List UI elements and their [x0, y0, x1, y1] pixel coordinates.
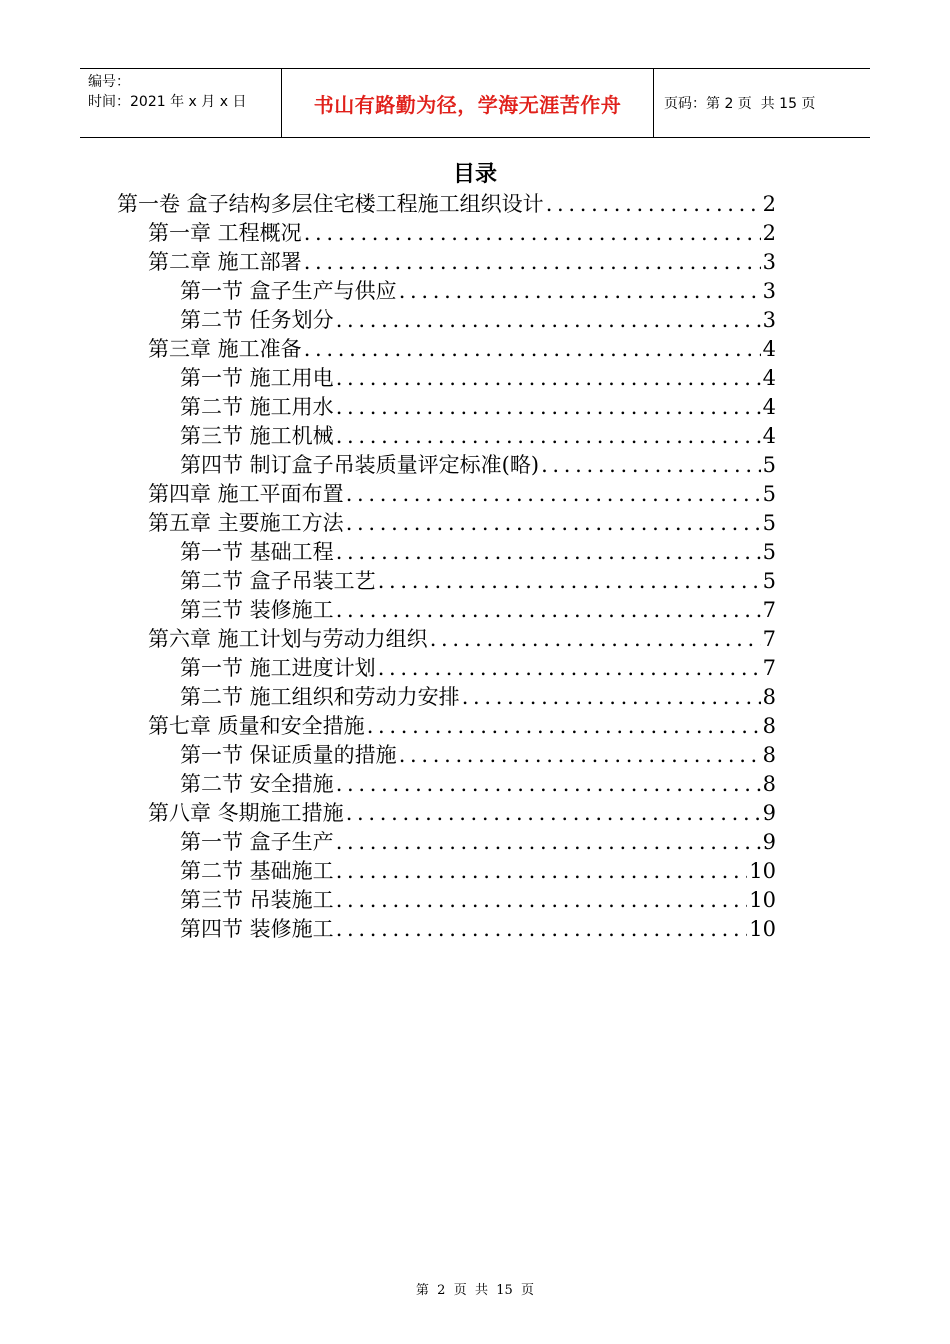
- toc-entry[interactable]: [180, 393, 776, 422]
- toc-entry[interactable]: [148, 712, 776, 741]
- toc-entry-label: 第一章 工程概况: [148, 221, 302, 245]
- toc-leader-dots: [336, 364, 761, 393]
- toc-leader-dots: [346, 799, 761, 828]
- toc-entry-page: 3: [762, 308, 776, 332]
- toc-entry[interactable]: [180, 828, 776, 857]
- toc-entry-label: 第二节 施工组织和劳动力安排: [180, 685, 460, 709]
- toc-leader-dots: [336, 596, 761, 625]
- toc-leader-dots: [399, 277, 761, 306]
- toc-entry-label: 第二章 施工部署: [148, 250, 302, 274]
- toc-entry-page: 5: [762, 482, 776, 506]
- toc-leader-dots: [346, 480, 761, 509]
- header-info: [80, 69, 282, 137]
- toc-entry-page: 3: [762, 250, 776, 274]
- header-page-info: [654, 69, 870, 137]
- toc-entry-label: 第二节 基础施工: [180, 859, 334, 883]
- toc-entry-label: 第四节 装修施工: [180, 917, 334, 941]
- toc-entry[interactable]: [180, 683, 776, 712]
- toc-leader-dots: [336, 915, 748, 944]
- toc-entry-label: 第五章 主要施工方法: [148, 511, 344, 535]
- toc-entry-page: 4: [762, 337, 776, 361]
- toc-entry-label: 第八章 冬期施工措施: [148, 801, 344, 825]
- toc-entry[interactable]: [148, 219, 776, 248]
- toc-entry-page: 8: [762, 685, 776, 709]
- toc-entry[interactable]: [148, 509, 776, 538]
- toc-entry-page: 5: [762, 453, 776, 477]
- toc-entry-page: 5: [762, 540, 776, 564]
- page-footer: 第 2 页 共 15 页: [415, 1283, 535, 1298]
- toc-entry-label: 第三节 吊装施工: [180, 888, 334, 912]
- toc-entry-label: 第三章 施工准备: [148, 337, 302, 361]
- toc-leader-dots: [336, 422, 761, 451]
- toc-leader-dots: [336, 393, 761, 422]
- toc-entry[interactable]: [180, 886, 776, 915]
- toc-leader-dots: [378, 567, 761, 596]
- toc-entry-label: 第一节 保证质量的措施: [180, 743, 397, 767]
- toc-entry-page: 4: [762, 395, 776, 419]
- toc-leader-dots: [399, 741, 761, 770]
- toc-entry-label: 第四节 制订盒子吊装质量评定标准(略): [180, 453, 540, 477]
- toc-entry[interactable]: [148, 625, 776, 654]
- toc-entry-page: 5: [762, 511, 776, 535]
- toc-entry-page: 10: [749, 859, 776, 883]
- toc-leader-dots: [304, 219, 761, 248]
- toc-entry[interactable]: [180, 306, 776, 335]
- toc-leader-dots: [546, 190, 761, 219]
- toc-entry-page: 8: [762, 714, 776, 738]
- toc-entry-label: 第六章 施工计划与劳动力组织: [148, 627, 428, 651]
- toc-entry-label: 第三节 装修施工: [180, 598, 334, 622]
- toc-entry-label: 第一节 施工进度计划: [180, 656, 376, 680]
- toc-entry-label: 第一节 施工用电: [180, 366, 334, 390]
- toc-leader-dots: [336, 770, 761, 799]
- toc-entry-page: 7: [762, 656, 776, 680]
- toc-entry[interactable]: [180, 567, 776, 596]
- toc-entry[interactable]: [180, 596, 776, 625]
- toc-entry-page: 4: [762, 366, 776, 390]
- date-label: 时间：2021 年 x 月 x 日: [88, 94, 247, 110]
- toc-leader-dots: [336, 828, 761, 857]
- toc-entry-page: 10: [749, 888, 776, 912]
- toc-leader-dots: [430, 625, 761, 654]
- toc-entry[interactable]: [117, 190, 776, 219]
- toc-entry-page: 7: [762, 627, 776, 651]
- toc-leader-dots: [304, 248, 761, 277]
- toc-entry-page: 9: [762, 830, 776, 854]
- toc-entry[interactable]: [148, 248, 776, 277]
- toc-entry-label: 第三节 施工机械: [180, 424, 334, 448]
- toc-leader-dots: [541, 451, 761, 480]
- toc-entry-label: 第四章 施工平面布置: [148, 482, 344, 506]
- toc-entry[interactable]: [180, 770, 776, 799]
- toc-entry[interactable]: [180, 422, 776, 451]
- toc-entry-page: 3: [762, 279, 776, 303]
- toc-title: 目录: [452, 162, 497, 187]
- toc-leader-dots: [378, 654, 761, 683]
- toc-leader-dots: [336, 857, 748, 886]
- toc-entry[interactable]: [148, 335, 776, 364]
- toc-leader-dots: [336, 886, 748, 915]
- toc-entry-label: 第二节 安全措施: [180, 772, 334, 796]
- toc-entry-label: 第一卷 盒子结构多层住宅楼工程施工组织设计: [117, 192, 544, 216]
- toc-entry-page: 10: [749, 917, 776, 941]
- toc-entry-page: 7: [762, 598, 776, 622]
- toc-leader-dots: [462, 683, 761, 712]
- toc-entry[interactable]: [180, 277, 776, 306]
- toc-entry-label: 第二节 盒子吊装工艺: [180, 569, 376, 593]
- toc-entry-page: 8: [762, 772, 776, 796]
- toc-entry[interactable]: [180, 741, 776, 770]
- toc-entry-label: 第二节 任务划分: [180, 308, 334, 332]
- toc-entry[interactable]: [180, 654, 776, 683]
- toc-entry[interactable]: [180, 364, 776, 393]
- toc-entry-page: 2: [762, 192, 776, 216]
- document-number-label: 编号：: [88, 74, 130, 90]
- toc-entry-page: 2: [762, 221, 776, 245]
- toc-entry[interactable]: [180, 451, 776, 480]
- toc-entry-label: 第一节 盒子生产与供应: [180, 279, 397, 303]
- toc-entry[interactable]: [148, 799, 776, 828]
- toc-entry-label: 第七章 质量和安全措施: [148, 714, 365, 738]
- page-info-text: 页码：第 2 页 共 15 页: [664, 96, 816, 112]
- toc-leader-dots: [336, 306, 761, 335]
- toc-entry-page: 4: [762, 424, 776, 448]
- toc-entry[interactable]: [148, 480, 776, 509]
- toc-entry-label: 第二节 施工用水: [180, 395, 334, 419]
- toc-entry-label: 第一节 基础工程: [180, 540, 334, 564]
- header-motto: 书山有路勤为径，学海无涯苦作舟: [282, 69, 654, 137]
- toc-entry[interactable]: [180, 857, 776, 886]
- toc-entry-label: 第一节 盒子生产: [180, 830, 334, 854]
- toc-entry-page: 8: [762, 743, 776, 767]
- toc-leader-dots: [346, 509, 761, 538]
- toc-entry-page: 5: [762, 569, 776, 593]
- toc-entry-page: 9: [762, 801, 776, 825]
- page-header: [80, 68, 870, 138]
- toc-leader-dots: [367, 712, 761, 741]
- toc-leader-dots: [304, 335, 761, 364]
- toc-entry[interactable]: [180, 538, 776, 567]
- toc-leader-dots: [336, 538, 761, 567]
- toc-entry[interactable]: [180, 915, 776, 944]
